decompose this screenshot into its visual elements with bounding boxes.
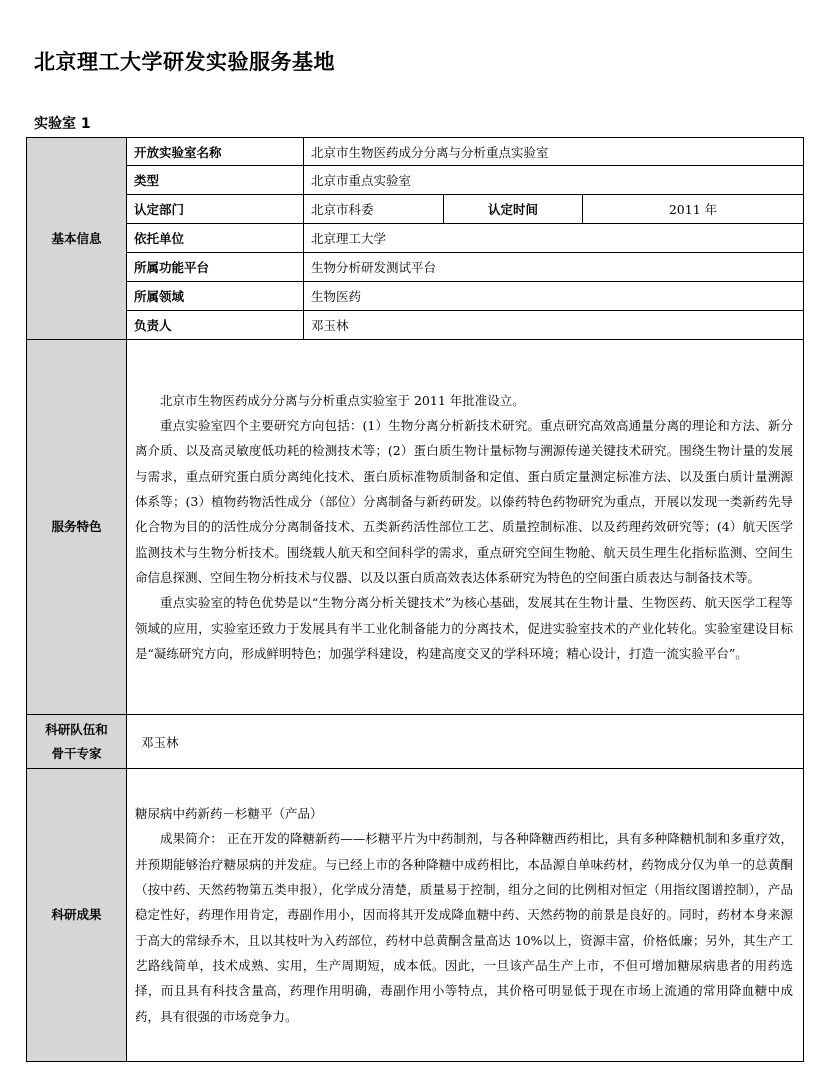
row-field [27,282,804,311]
category-service: 服务特色 [27,340,127,715]
value-team: 邓玉林 [127,715,804,769]
label-leader: 负责人 [127,311,304,340]
row-platform [27,253,804,282]
lab-heading: 实验室 1 [34,116,91,132]
category-team-line1: 科研队伍和 [45,721,108,737]
service-paragraph: 重点实验室四个主要研究方向包括：(1）生物分离分析新技术研究。重点研究高效高通量分离的理论和方法、新分离介质、以及高灵敏度低功耗的检测技术等；(2）蛋白质生物计量标物与溯源传递关键技术研究。围绕生物计量的发展与需求，重点研究蛋白质分离纯化技术、蛋白质标准物质制备和定值、蛋白质定量测定标准方法、以及蛋白质计量溯源体系等；(3）植物药物活性成分（部位）分离制备与新药研发。以傣药特色药物研究为重点，开展以发现一类新药先导化合物为目的的活性成分分离制备技术、五类新药活性部位工艺、质量控制标准、以及药理药效研究等；(4）航天医学监测技术与生物分析技术。围绕载人航天和空间科学的需求，重点研究空间生物舱、航天员生理生化指标监测、空间生命信息探测、空间生物分析技术与仪器、以及以蛋白质高效表达体系研究为特色的空间蛋白质表达与制备技术等。 [135,418,793,585]
row-dept [27,195,804,224]
label-type: 类型 [127,166,304,195]
value-time: 2011 年 [583,195,804,224]
value-leader: 邓玉林 [304,311,804,340]
row-lab-name [27,138,804,166]
product-title: 糖尿病中药新药－杉糖平（产品） [135,806,323,822]
value-lab-name: 北京市生物医药成分分离与分析重点实验室 [304,138,804,166]
page-title: 北京理工大学研发实验服务基地 [34,50,335,74]
label-time: 认定时间 [444,195,583,224]
category-team-line2: 骨干专家 [51,745,102,761]
row-results [27,769,804,1062]
category-results: 科研成果 [27,769,127,1062]
label-lab-name: 开放实验室名称 [127,138,304,166]
value-unit: 北京理工大学 [304,224,804,253]
service-text [127,340,804,715]
service-paragraph: 重点实验室的特色优势是以“生物分离分析关键技术”为核心基础，发展其在生物计量、生物医药、航天医学工程等领域的应用，实验室还致力于发展具有半工业化制备能力的分离技术，促进实验室技术的产业化转化。实验室建设目标是“凝练研究方向，形成鲜明特色；加强学科建设，构建高度交叉的学科环境；精心设计，打造一流实验平台”。 [135,595,793,661]
category-team [27,715,127,769]
label-unit: 依托单位 [127,224,304,253]
label-field: 所属领域 [127,282,304,311]
value-dept: 北京市科委 [304,195,444,224]
value-field: 生物医药 [304,282,804,311]
label-dept: 认定部门 [127,195,304,224]
value-platform: 生物分析研发测试平台 [304,253,804,282]
lab-info-table [26,137,804,1062]
row-service [27,340,804,715]
row-unit [27,224,804,253]
row-team [27,715,804,769]
row-leader [27,311,804,340]
results-paragraph: 成果简介： 正在开发的降糖新药——杉糖平片为中药制剂，与各种降糖西药相比，具有多种降糖机制和多重疗效，并预期能够治疗糖尿病的并发症。与已经上市的各种降糖中成药相比，本品源自单味药材，药物成分仅为单一的总黄酮（按中药、天然药物第五类申报），化学成分清楚，质量易于控制，组分之间的比例相对恒定（用指纹图谱控制），产品稳定性好，药理作用肯定，毒副作用小，因而将其开发成降血糖中药、天然药物的前景是良好的。同时，药材本身来源于高大的常绿乔木，且以其枝叶为入药部位，药材中总黄酮含量高达 10%以上，资源丰富，价格低廉；另外，其生产工艺路线简单，技术成熟、实用，生产周期短，成本低。因此，一旦该产品生产上市，不但可增加糖尿病患者的用药选择，而且具有科技含量高，药理作用明确，毒副作用小等特点，其价格可明显低于现在市场上流通的常用降血糖中成药，具有很强的市场竞争力。 [135,831,793,1024]
row-type [27,166,804,195]
results-text [127,769,804,1062]
value-type: 北京市重点实验室 [304,166,804,195]
service-paragraph: 北京市生物医药成分分离与分析重点实验室于 2011 年批准设立。 [160,392,525,408]
label-platform: 所属功能平台 [127,253,304,282]
category-basic-info: 基本信息 [27,138,127,340]
